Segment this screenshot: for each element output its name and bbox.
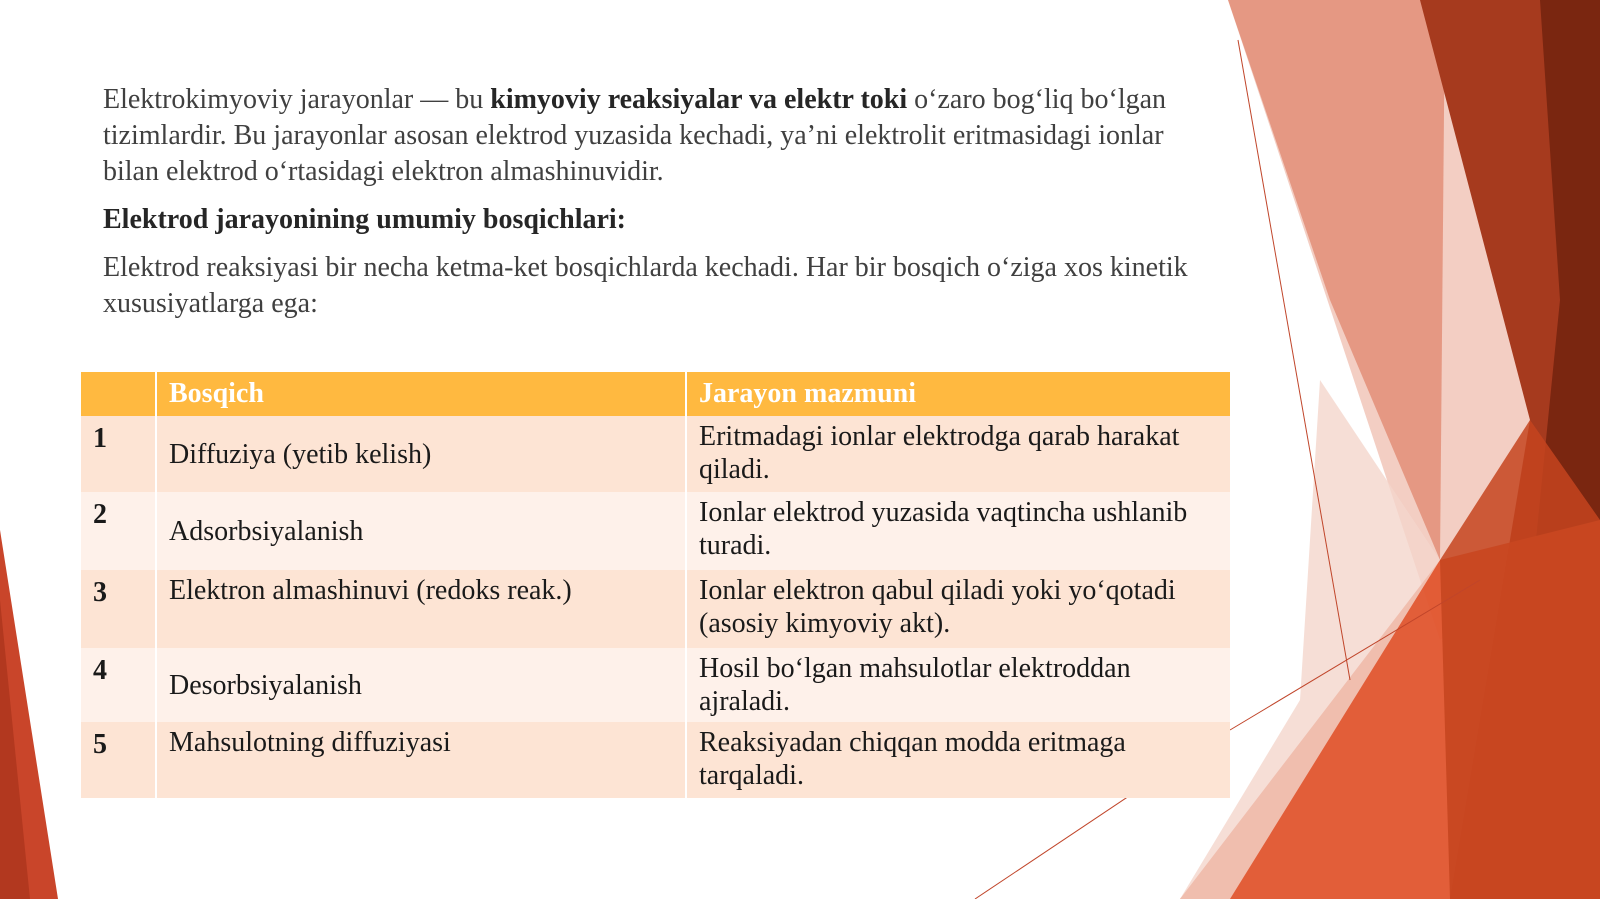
table-header-row [81, 372, 1230, 416]
row-number: 1 [81, 416, 156, 492]
intro-paragraph [103, 82, 1213, 190]
row-content: Hosil bo‘lgan mahsulotlar elektroddan ajraladi. [686, 648, 1230, 722]
deco-line-3 [975, 782, 1150, 899]
section-heading: Elektrod jarayonining umumiy bosqichlari: [103, 204, 627, 235]
row-stage: Diffuziya (yetib kelish) [156, 416, 686, 492]
row-content: Ionlar elektron qabul qiladi yoki yo‘qotadi (asosiy kimyoviy akt). [686, 570, 1230, 648]
table-row [81, 416, 1230, 492]
intro-text-end: o‘zaro bog‘liq bo‘lgan tizimlardir. Bu jarayonlar asosan elektrod yuzasida kechadi, ya’ni elektrolit eritmasidagi ionlar bilan elektrod o‘rtasidagi elektron almashinuvidir. [103, 84, 1167, 187]
row-number: 4 [81, 648, 156, 722]
description-paragraph: Elektrod reaksiyasi bir necha ketma-ket bosqichlarda kechadi. Har bir bosqich o‘ziga xos kinetik xususiyatlarga ega: [103, 252, 1188, 319]
row-stage: Adsorbsiyalanish [156, 492, 686, 570]
row-number: 2 [81, 492, 156, 570]
stages-table [81, 372, 1230, 798]
table-row [81, 492, 1230, 570]
header-stage: Bosqich [156, 372, 686, 416]
row-number: 5 [81, 722, 156, 798]
table-row [81, 648, 1230, 722]
row-stage: Desorbsiyalanish [156, 648, 686, 722]
header-content: Jarayon mazmuni [686, 372, 1230, 416]
row-content: Eritmadagi ionlar elektrodga qarab harakat qiladi. [686, 416, 1230, 492]
row-number: 3 [81, 570, 156, 648]
row-content: Reaksiyadan chiqqan modda eritmaga tarqaladi. [686, 722, 1230, 798]
row-content: Ionlar elektrod yuzasida vaqtincha ushlanib turadi. [686, 492, 1230, 570]
slide-content [103, 82, 1213, 322]
row-stage: Mahsulotning diffuziyasi [156, 722, 686, 798]
header-number [81, 372, 156, 416]
row-stage: Elektron almashinuvi (redoks reak.) [156, 570, 686, 648]
table-row [81, 570, 1230, 648]
intro-text-start: Elektrokimyoviy jarayonlar — bu [103, 84, 491, 115]
table-row [81, 722, 1230, 798]
intro-text-bold: kimyoviy reaksiyalar va elektr toki [490, 84, 908, 115]
